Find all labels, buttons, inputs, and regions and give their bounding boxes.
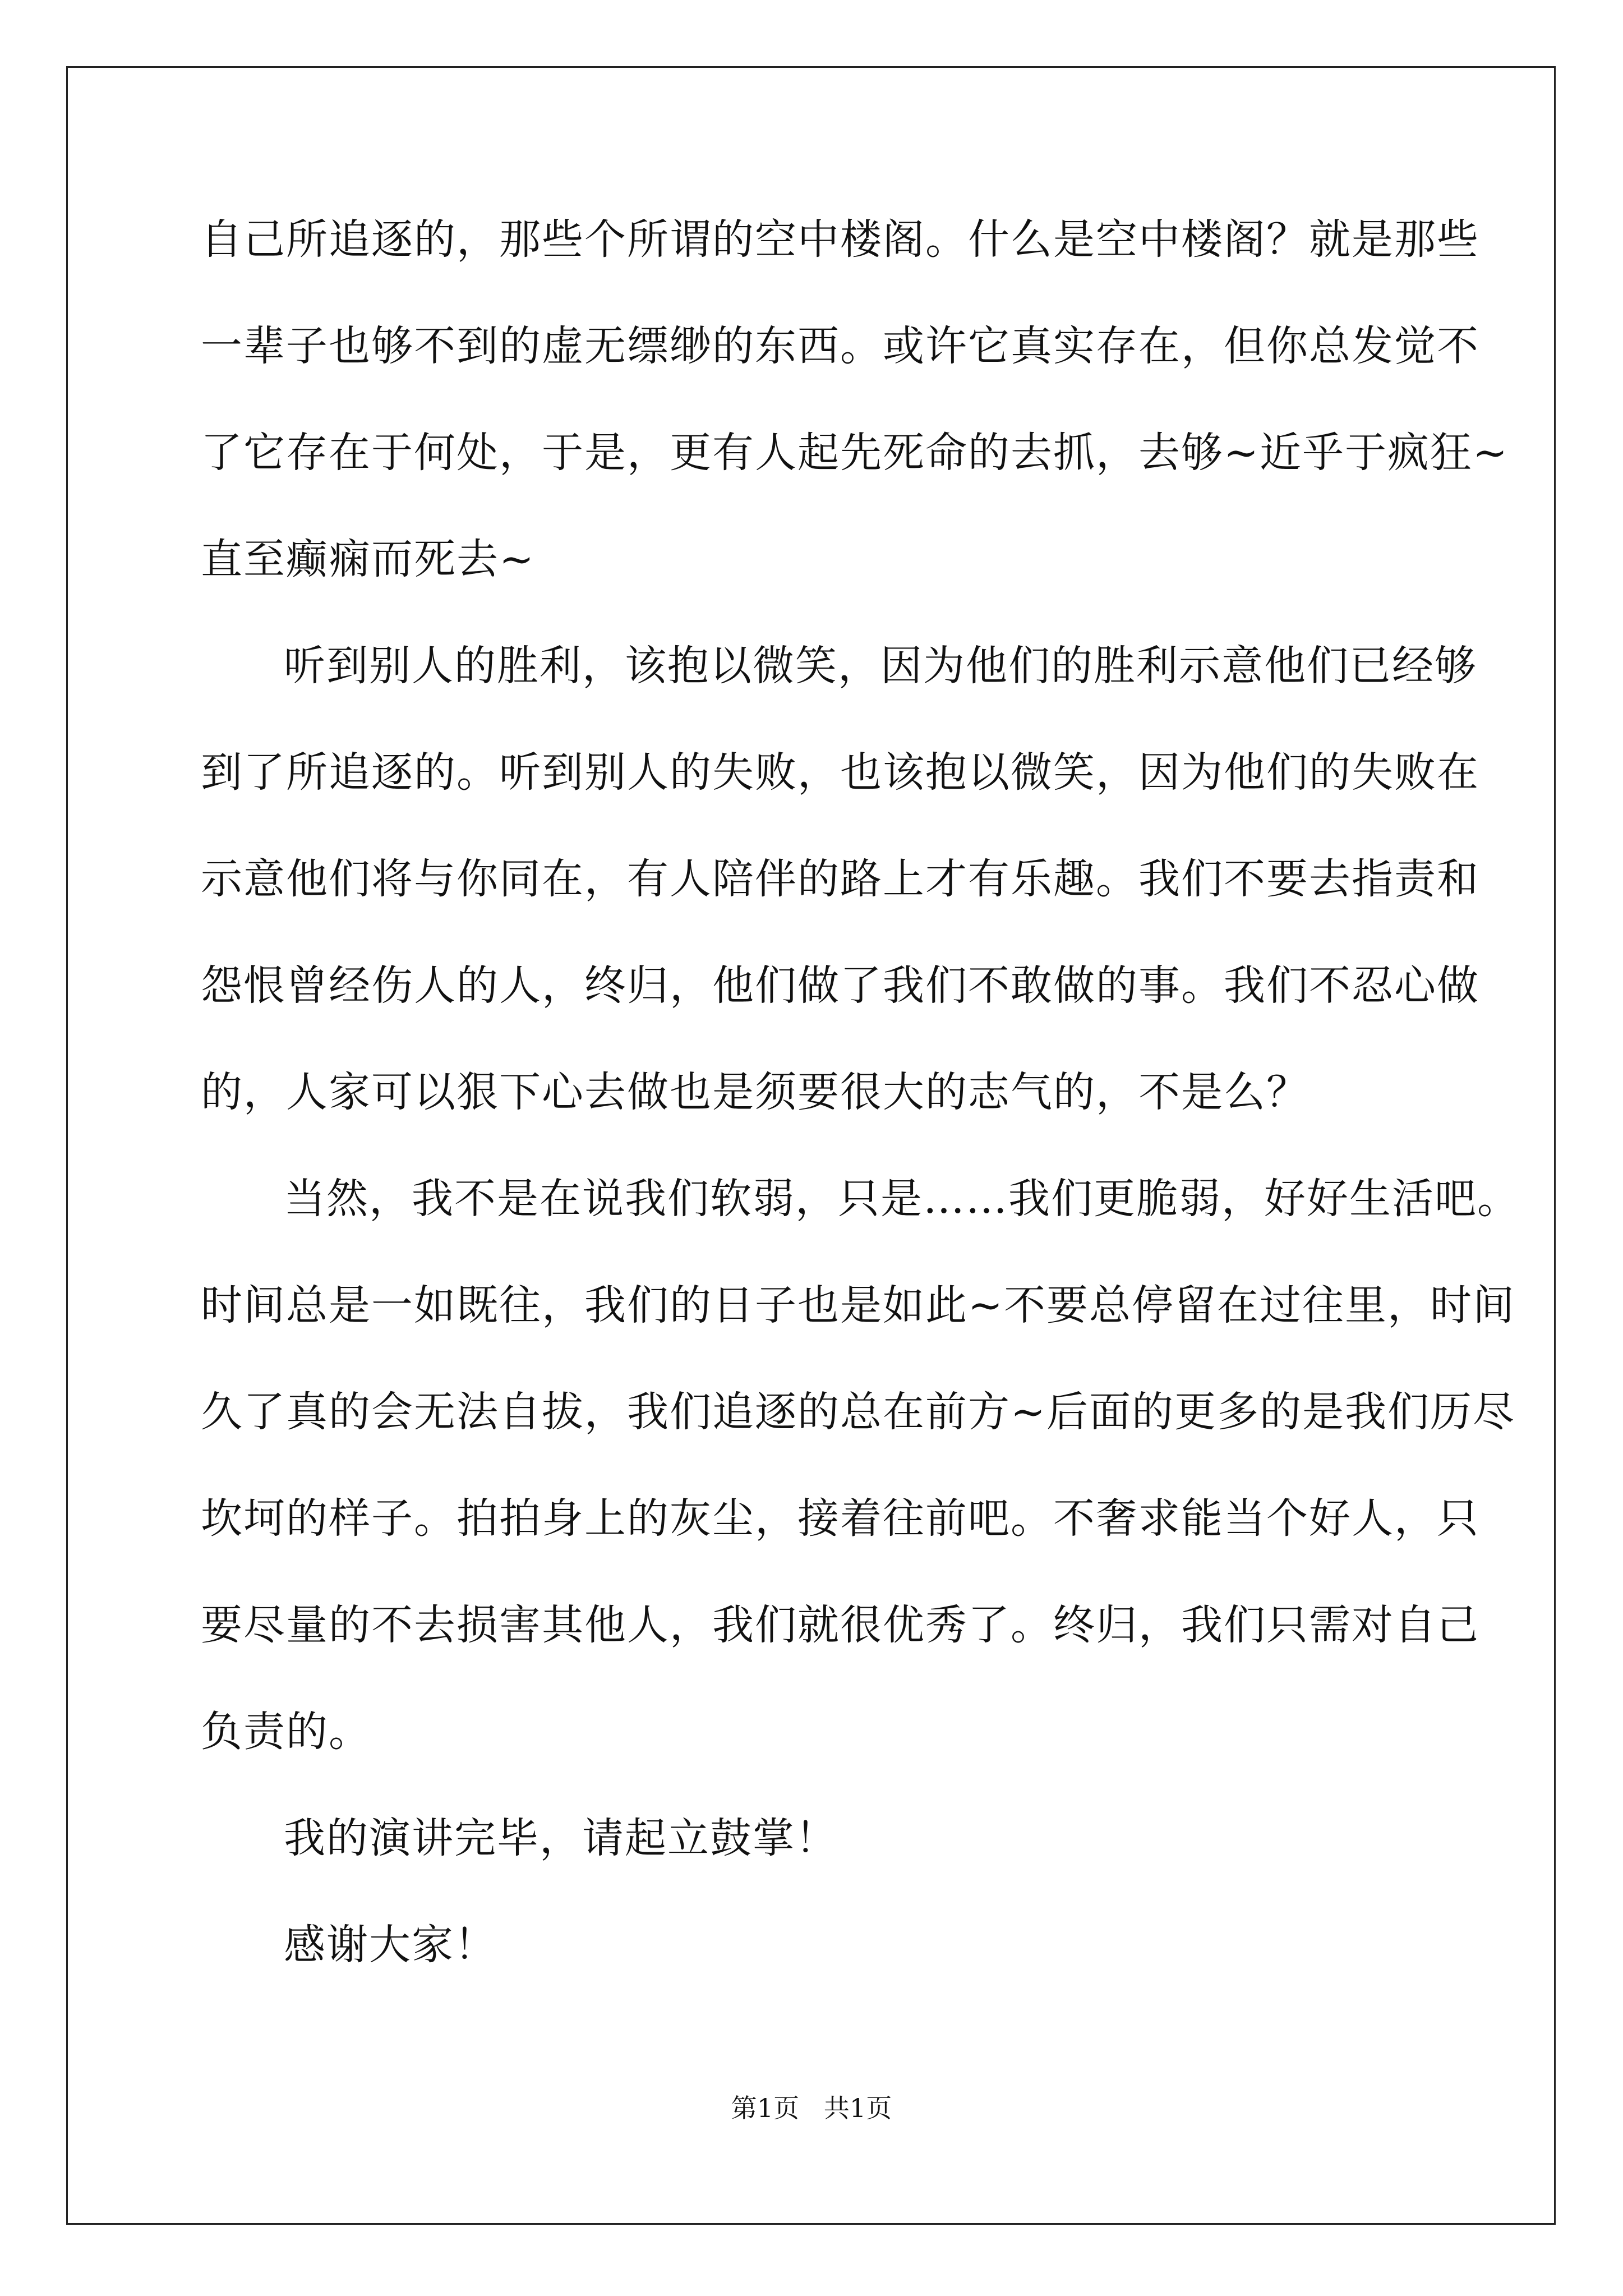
text-line: 到了所追逐的。听到别人的失败，也该抱以微笑，因为他们的失败在 <box>201 748 1479 797</box>
text-line: 要尽量的不去损害其他人，我们就很优秀了。终归，我们只需对自己 <box>201 1601 1479 1649</box>
text-line: 直至癫痫而死去~ <box>201 535 536 583</box>
text-line: 自己所追逐的，那些个所谓的空中楼阁。什么是空中楼阁？就是那些 <box>201 215 1479 264</box>
text-line: 时间总是一如既往，我们的日子也是如此~不要总停留在过往里，时间 <box>201 1281 1516 1329</box>
paragraph-start-line: 听到别人的胜利，该抱以微笑，因为他们的胜利示意他们已经够 <box>284 642 1477 690</box>
text-line: 了它存在于何处，于是，更有人起先死命的去抓，去够~近乎于疯狂~ <box>201 429 1509 477</box>
paragraph-start-line: 我的演讲完毕，请起立鼓掌！ <box>284 1814 838 1862</box>
text-line: 坎坷的样子。拍拍身上的灰尘，接着往前吧。不奢求能当个好人，只 <box>201 1494 1479 1543</box>
paragraph-start-line: 当然，我不是在说我们软弱，只是……我们更脆弱，好好生活吧。 <box>284 1175 1520 1223</box>
text-line: 的，人家可以狠下心去做也是须要很大的志气的，不是么？ <box>201 1068 1309 1116</box>
document-body <box>201 213 1520 2025</box>
text-line: 示意他们将与你同在，有人陪伴的路上才有乐趣。我们不要去指责和 <box>201 855 1479 903</box>
paragraph-start-line: 感谢大家！ <box>284 1921 497 1969</box>
page-number-footer: 第1页 共1页 <box>731 2093 892 2123</box>
text-line: 一辈子也够不到的虚无缥缈的东西。或许它真实存在，但你总发觉不 <box>201 322 1479 370</box>
text-line: 怨恨曾经伤人的人，终归，他们做了我们不敢做的事。我们不忍心做 <box>201 961 1479 1010</box>
text-line: 久了真的会无法自拔，我们追逐的总在前方~后面的更多的是我们历尽 <box>201 1388 1516 1436</box>
text-line: 负责的。 <box>201 1708 371 1756</box>
